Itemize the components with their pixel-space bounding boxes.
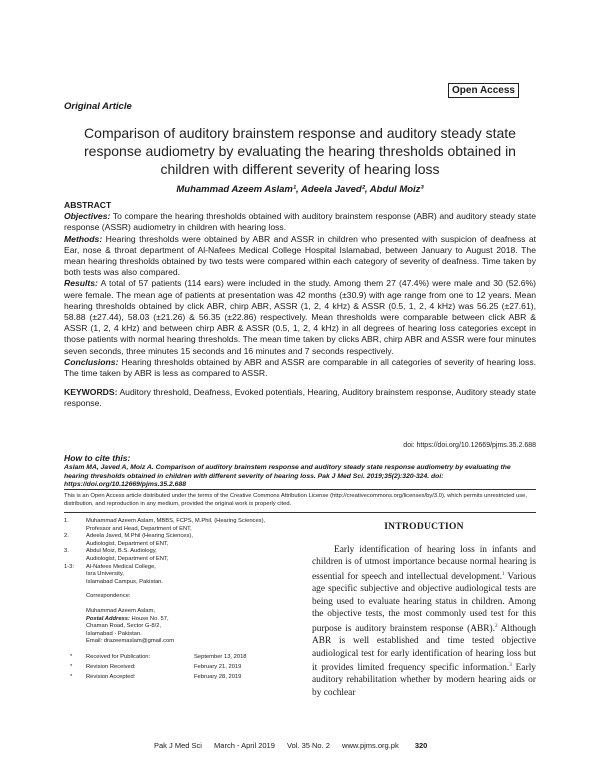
date-value: September 13, 2018 (194, 653, 247, 660)
abstract-methods (64, 234, 536, 279)
journal-website[interactable]: www.pjms.org.pk (342, 741, 399, 750)
affiliation-line: Isra University, (86, 571, 124, 578)
methods-label: Methods: (64, 233, 103, 244)
volume-number: Vol. 35 No. 2 (287, 741, 330, 750)
affiliation-number: 2. (64, 533, 69, 540)
correspondence-email[interactable]: Email: drazeemaslam@gmail.com (86, 638, 175, 645)
divider-top (64, 489, 536, 490)
reference-marker[interactable]: 1 (501, 571, 505, 577)
cite-text: Aslam MA, Javed A, Moiz A. Comparison of auditory brainstem response and auditory steady state response audiometry by evaluating the hearing thresholds obtained in children with different severity of hearing loss. Pak J Med Sci. 2019;35(2):320-324. doi: https://doi.org/10.12669/pjms.35.2.688 (64, 464, 511, 489)
date-label: Received for Publication: (86, 653, 151, 660)
conclusions-label: Conclusions: (64, 356, 119, 367)
abstract-section (64, 200, 536, 410)
affiliation-item (64, 564, 284, 587)
journal-name: Pak J Med Sci (154, 741, 202, 750)
address-line: Chaman Road, Sector G-8/2, (86, 623, 162, 630)
address-line: House No. 57, (131, 615, 169, 622)
correspondence-block (64, 593, 284, 646)
affiliation-item (64, 533, 284, 548)
open-access-badge: Open Access (448, 83, 519, 98)
results-text: A total of 57 patients (114 ears) were included in the study. Among them 27 (47.4%) were male and 30 (52.6%) were female. The mean age of patients at presentation was 42 months (±30.9) with age range from one to 12 years. Mean hearing thresholds obtained by click ABR, chirp ABR, ASSR (1, 2, 4 kHz) & ASSR (0.5, 1, 2, 4 kHz) was 56.25 (±27.61), 58.88 (±27.44), 58.03 (±21.26) & 56.35 (±22.86) respectively. Mean thresholds were comparable between click ABR & ASSR (1, 2, 4 kHz) and between chirp ABR & ASSR (0.5, 1, 2, 4 kHz) in all degrees of hearing loss categories except in those patients with normal hearing thresholds. The mean time taken by clicks ABR, chirp ABR and ASSR were four minutes seven seconds, three minutes 15 seconds and 16 minutes and 7 seconds respectively. (64, 278, 536, 356)
doi-link[interactable]: doi: https://doi.org/10.12669/pjms.35.2.688 (403, 442, 536, 449)
reference-marker[interactable]: 2 (494, 623, 498, 629)
introduction-heading: INTRODUCTION (384, 522, 464, 532)
affiliation-line: Audiologist, Department of ENT, (86, 540, 169, 547)
abstract-heading: ABSTRACT (64, 200, 112, 210)
correspondence-label: Correspondence: (86, 593, 131, 600)
abstract-conclusions (64, 357, 536, 379)
cite-heading: How to cite this: (64, 453, 131, 463)
reference-marker[interactable]: 3 (509, 662, 512, 668)
conclusions-text: Hearing thresholds obtained by ABR and ASSR are comparable in all categories of severity of hearing loss. The time taken by ABR is less as compared to ASSR. (64, 356, 537, 379)
date-row (64, 654, 284, 664)
date-row (64, 664, 284, 674)
date-label: Revision Accepted: (86, 673, 136, 680)
affiliation-number: 3. (64, 548, 69, 555)
affiliation-line: Muhammad Azeem Aslam, MBBS, FCPS, M.Phil. (Hearing Sciences), (86, 518, 266, 524)
keywords-text: Auditory threshold, Deafness, Evoked potentials, Hearing, Auditory brainstem response, Auditory steady state response. (64, 387, 536, 409)
objectives-label: Objectives: (64, 211, 111, 222)
affiliation-line: Audiologist, Department of ENT, (86, 555, 169, 562)
affiliation-item (64, 548, 284, 563)
date-value: February 21, 2019 (194, 663, 242, 670)
affiliation-number: 1-3: (64, 563, 74, 570)
postal-address-label: Postal Address: (86, 615, 130, 622)
issue-date: March - April 2019 (214, 741, 275, 750)
author-list: Muhammad Azeem Aslam¹, Adeela Javed², Abdul Moiz³ (176, 184, 424, 195)
affiliation-line: Adeela Javed, M.Phil (Hearing Sciences), (86, 533, 193, 540)
article-type-label: Original Article (64, 101, 132, 112)
affiliation-item (64, 518, 284, 533)
results-label: Results: (64, 278, 98, 289)
objectives-text: To compare the hearing thresholds obtained with auditory brainstem response (ABR) and auditory steady state response (ASSR) audiometry in children with hearing loss. (64, 211, 536, 233)
publication-dates (64, 654, 284, 684)
correspondence-name: Muhammad Azeem Aslam, (86, 607, 155, 614)
bullet: * (70, 663, 73, 670)
address-line: Islamabad - Pakistan. (86, 630, 142, 637)
article-title: Comparison of auditory brainstem response and auditory steady state response audiometry by evaluating the hearing thresholds obtained in children with different severity of hearing loss (84, 125, 516, 177)
affiliation-line: Professor and Head, Department of ENT, (86, 525, 192, 532)
introduction-section (312, 518, 536, 699)
keywords-label: KEYWORDS: (64, 387, 118, 398)
abstract-objectives (64, 211, 536, 233)
bullet: * (70, 673, 73, 680)
author-affiliations (64, 518, 284, 684)
page-footer (154, 741, 437, 750)
date-row (64, 674, 284, 684)
license-text: This is an Open Access article distributed under the terms of the Creative Commons Attribution License (http://creativecommons.org/licenses/by/3.0), which permits unrestricted use, distribution, and reproduction in any medium, provided the original work is properly cited. (64, 493, 527, 508)
affiliation-number: 1. (64, 518, 69, 524)
abstract-results (64, 278, 536, 356)
affiliation-line: Al-Nafees Medical College, (86, 563, 156, 570)
divider-bottom (64, 512, 536, 513)
date-value: February 28, 2019 (194, 673, 242, 680)
correspondence-address (86, 616, 284, 624)
introduction-text: Early identification of hearing loss in infants and children is of utmost importance because normal hearing is essential for speech and intellectual development.$^1$ Various age specific subjective and objective audiological tests are being used to evaluate hearing status in children. Among the objective tests, the most commonly used test for this purpose is auditory brainstem response (ABR).$^2$ Although ABR is well established and time tested objective audiological test for early identification of hearing loss but it provides limited frequency specific information.$^3$ Early auditory rehabilitation whether by modern hearing aids or by cochlear (312, 545, 536, 698)
affiliation-line: Islamabad Campus, Pakistan. (86, 578, 164, 585)
page-number: 320 (414, 741, 428, 750)
abstract-keywords (64, 387, 536, 409)
affiliation-line: Abdul Moiz, B.S. Audiology, (86, 548, 157, 555)
bullet: * (70, 653, 73, 660)
methods-text: Hearing thresholds were obtained by ABR and ASSR in children who presented with suspicion of deafness at Ear, nose & throat department of Al-Nafees Medical College Hospital Islamabad, between January to August 2018. The mean hearing thresholds obtained by two tests were compared within each category of severity of deafness. Time taken by both tests was also compared. (64, 233, 536, 278)
date-label: Revision Received: (86, 663, 136, 670)
